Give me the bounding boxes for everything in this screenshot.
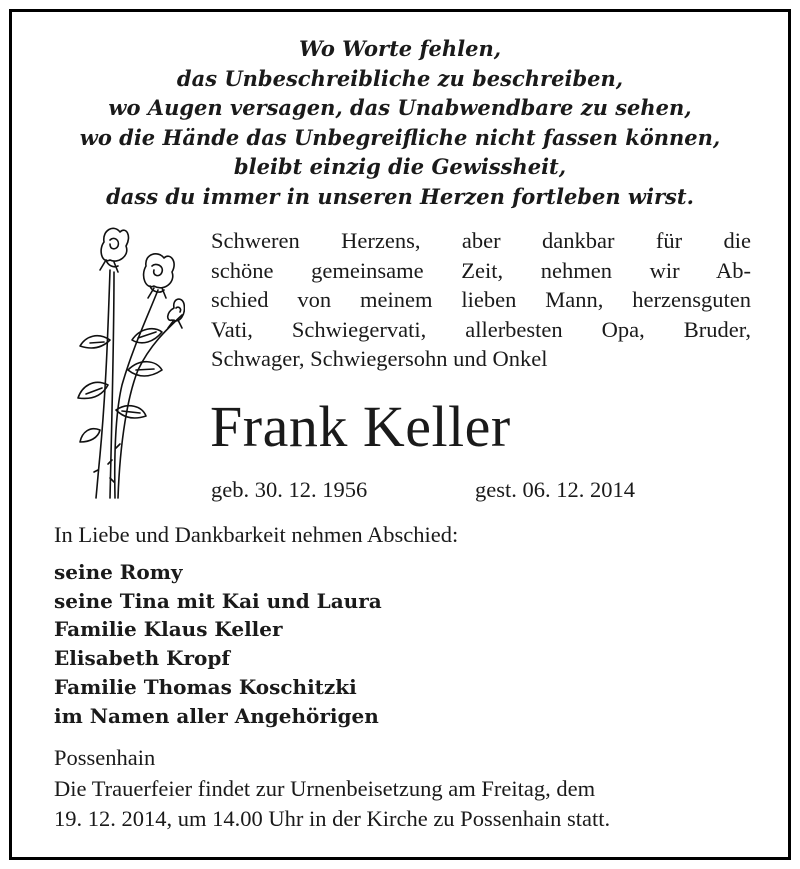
intro-line: Schweren Herzens, aber dankbar für die: [211, 228, 751, 253]
memorial-poem: [12, 34, 788, 211]
mourner-item: seine Romy: [54, 560, 183, 584]
mourner-item: Familie Thomas Koschitzki: [54, 674, 357, 699]
service-notice: [54, 774, 746, 834]
poem-line: wo die Hände das Unbegreifliche nicht fassen können,: [79, 124, 721, 150]
mourner-item: Familie Klaus Keller: [54, 617, 283, 642]
roses-icon: [70, 220, 185, 502]
obituary-frame: [9, 9, 791, 860]
farewell-text: In Liebe und Dankbarkeit nehmen Abschied:: [54, 522, 459, 547]
intro-text: [211, 226, 751, 374]
intro-line: schöne gemeinsame Zeit, nehmen wir Ab-: [211, 257, 751, 283]
service-line: Die Trauerfeier findet zur Urnenbeisetzung am Freitag, dem: [54, 776, 596, 801]
poem-line: Wo Worte fehlen,: [298, 36, 502, 61]
mourner-item: seine Tina mit Kai und Laura: [54, 588, 382, 613]
poem-line: wo Augen versagen, das Unabwendbare zu sehen,: [108, 95, 692, 120]
mourner-item: Elisabeth Kropf: [54, 646, 230, 671]
death-date: gest. 06. 12. 2014: [475, 477, 635, 502]
intro-line: Schwager, Schwiegersohn und Onkel: [211, 346, 548, 371]
poem-line: dass du immer in unseren Herzen fortleben wirst.: [106, 183, 694, 209]
place-name: Possenhain: [54, 745, 156, 770]
intro-line: Vati, Schwiegervati, allerbesten Opa, Bruder,: [211, 316, 751, 342]
mourner-item: im Namen aller Angehörigen: [54, 703, 379, 728]
deceased-name: Frank Keller: [210, 394, 511, 459]
poem-line: das Unbeschreibliche zu beschreiben,: [176, 65, 624, 91]
mourners-list: [54, 558, 382, 730]
intro-line: schied von meinem lieben Mann, herzensguten: [211, 287, 751, 312]
poem-line: bleibt einzig die Gewissheit,: [233, 154, 567, 179]
service-line: 19. 12. 2014, um 14.00 Uhr in der Kirche zu Possenhain statt.: [54, 806, 611, 831]
birth-date: geb. 30. 12. 1956: [211, 477, 368, 502]
